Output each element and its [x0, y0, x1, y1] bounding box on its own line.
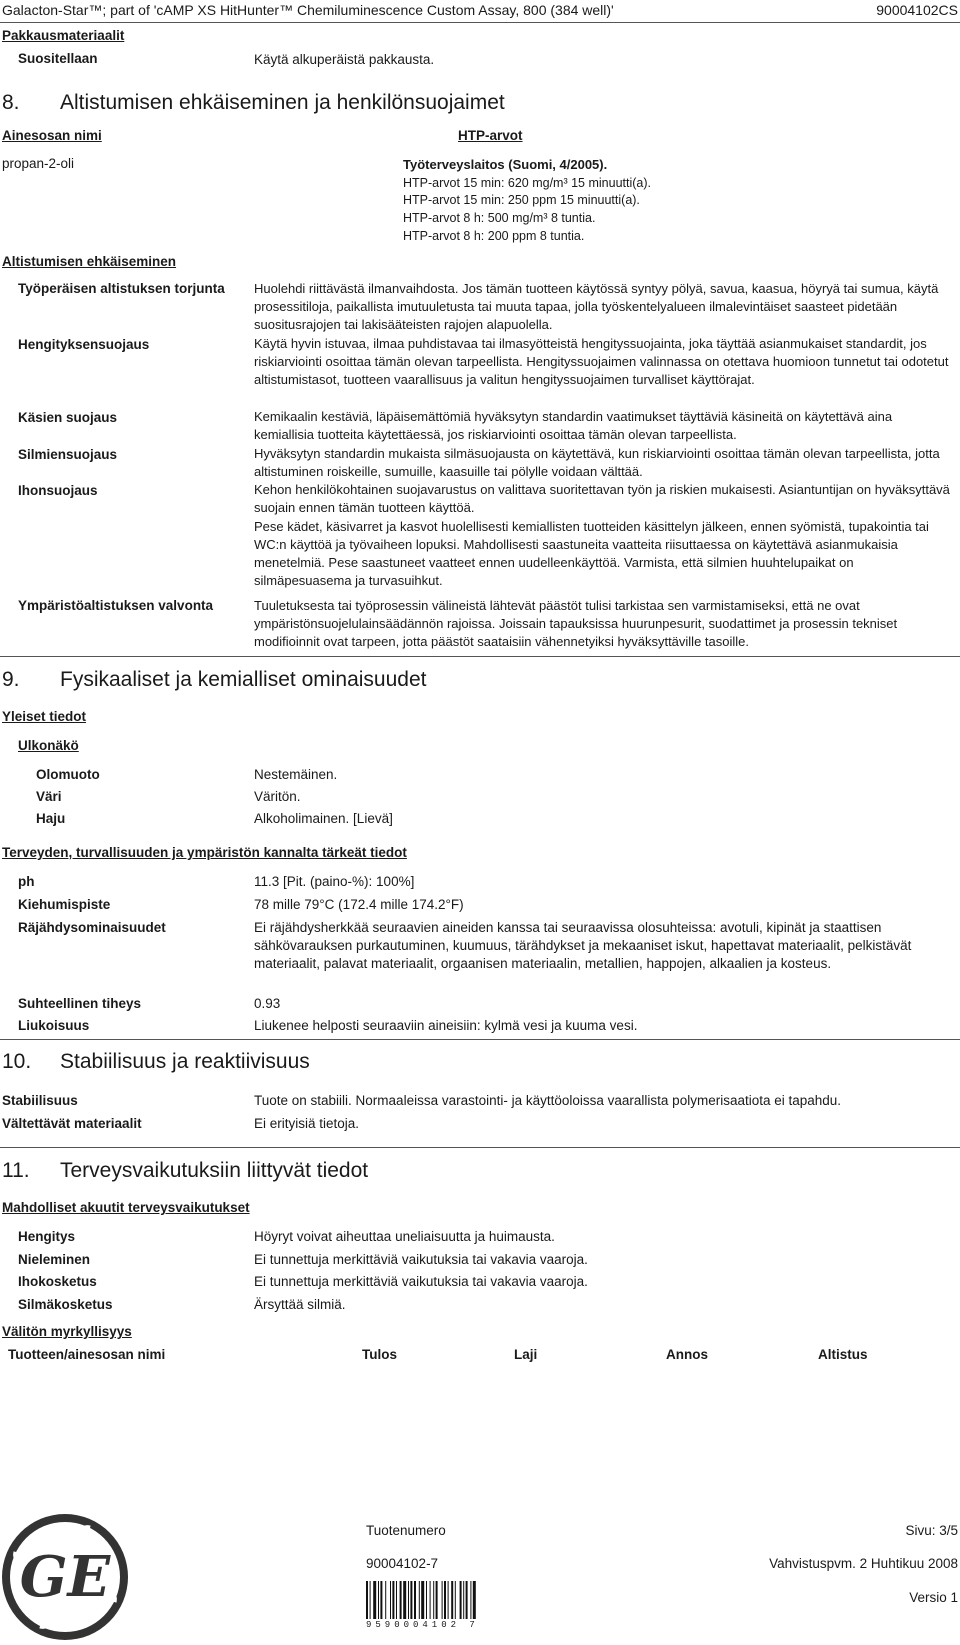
appearance-value: Väritön.	[254, 789, 301, 804]
acute-effects-heading: Mahdolliset akuutit terveysvaikutukset	[2, 1200, 250, 1215]
acute-value-eyes: Ärsyttää silmiä.	[254, 1297, 346, 1312]
packaging-value: Käytä alkuperäistä pakkausta.	[254, 52, 435, 67]
htp-line: HTP-arvot 8 h: 200 ppm 8 tuntia.	[403, 229, 585, 243]
table-header-exposure: Altistus	[818, 1347, 868, 1362]
ge-logo-text: GE	[19, 1544, 111, 1610]
section-8-title: Altistumisen ehkäiseminen ja henkilönsuojaimet	[60, 91, 505, 114]
property-value-ph: 11.3 [Pit. (paino-%): 100%]	[254, 874, 415, 889]
page-number: Sivu: 3/5	[905, 1523, 958, 1538]
acute-label-skin: Ihokosketus	[18, 1274, 97, 1289]
row-value-hands: Kemikaalin kestäviä, läpäisemättömiä hyväksytyn standardin vaatimukset täyttäviä käsineitä on käytettävä aina kemiallisia tuotteita käytettäessä, jos riskiarviointi osoittaa tämän olevan tarpeellista.	[254, 409, 893, 442]
table-header-species: Laji	[514, 1347, 538, 1362]
document-header-title: Galacton-Star™; part of 'cAMP XS HitHunter™ Chemiluminescence Custom Assay, 800 (384 well)'	[2, 2, 614, 18]
section-10-number: 10.	[2, 1050, 32, 1073]
row-value-respiratory: Käytä hyvin istuvaa, ilmaa puhdistavaa tai ilmasyötteistä hengityssuojainta, joka täyttää asianmukaiset standardit, jos riskiarviointi osoittaa tämän olevan tarpeellista. Hengityssuojaimen valinnassa on otettava huomioon tunnetut tai odotetut altistumistasot, tuotteen vaarallisuus ja valitun hengityssuojaimen turvalliset käyttörajat.	[254, 336, 949, 387]
table-header-dose: Annos	[666, 1347, 708, 1362]
appearance-label: Haju	[36, 811, 66, 826]
htp-column-header: HTP-arvot	[458, 128, 523, 143]
important-info-heading: Terveyden, turvallisuuden ja ympäristön kannalta tärkeät tiedot	[2, 845, 407, 860]
row-label-eyes: Silmiensuojaus	[18, 447, 118, 462]
packaging-label: Suositellaan	[18, 51, 98, 66]
section-11-title: Terveysvaikutuksiin liittyvät tiedot	[60, 1159, 369, 1182]
document-code: 90004102CS	[876, 2, 958, 18]
packaging-heading: Pakkausmateriaalit	[2, 28, 125, 43]
property-label-explosive: Räjähdysominaisuudet	[18, 920, 166, 935]
section-11-heading	[2, 1159, 368, 1183]
row-value-environmental: Tuuletuksesta tai työprosessin välineistä lähtevät päästöt tulisi tarkistaa sen varmistamiseksi, että ne ovat ympäristönsuojelulainsäädännön rajoissa. Joissain tapauksissa huurunpesurit, suodattimet ja prosessin tekniset modifioinnit ovat tarpeen, jotta päästöt saataisiin vähennetyiksi hyväksyttäville tasoille.	[254, 598, 898, 649]
section-9-title: Fysikaaliset ja kemialliset ominaisuudet	[60, 668, 427, 691]
property-label-solubility: Liukoisuus	[18, 1018, 90, 1033]
row-value-hygiene: Pese kädet, käsivarret ja kasvot huolellisesti kemiallisten tuotteiden käsittelyn jälkeen, ennen syömistä, tupakointia tai WC:n käyttöä ja työvaiheen lopuksi. Mahdollisesti saastuneita vaatteita riisuttaessa on käytettävä asianmukaisia menetelmiä. Pese saastuneet vaatteet ennen uudelleenkäyttöä. Varmista, että silmien huuhtelupaikat on silmäpesuasema ja turvasuihkut.	[254, 519, 929, 588]
exposure-heading: Altistumisen ehkäiseminen	[2, 254, 177, 269]
appearance-value: Nestemäinen.	[254, 767, 338, 782]
section-10-title: Stabiilisuus ja reaktiivisuus	[60, 1050, 310, 1073]
section-10-rule	[0, 1147, 960, 1148]
property-value-solubility: Liukenee helposti seuraaviin aineisiin: kylmä vesi ja kuuma vesi.	[254, 1018, 638, 1033]
ingredient-name: propan-2-oli	[2, 156, 75, 171]
barcode	[366, 1581, 506, 1619]
property-label-density: Suhteellinen tiheys	[18, 996, 142, 1011]
acute-value-inhalation: Höyryt voivat aiheuttaa uneliaisuutta ja huimausta.	[254, 1229, 555, 1244]
table-header-result: Tulos	[362, 1347, 397, 1362]
section-8-rule	[0, 656, 960, 657]
row-value-occupational: Huolehdi riittävästä ilmanvaihdosta. Jos tämän tuotteen käytössä syntyy pölyä, savua, kaasua, höyryä tai sumua, käytä prosessitiloja, paikallista imutuuletusta tai muuta tapaa, jolla työskentelyalueen ilmalevintäiset saasteet pidetään suositusrajojen tai lakisääteisten rajojen alapuolella.	[254, 281, 939, 332]
htp-line: HTP-arvot 8 h: 500 mg/m³ 8 tuntia.	[403, 211, 596, 225]
table-header-name: Tuotteen/ainesosan nimi	[8, 1347, 166, 1362]
section-9-number: 9.	[2, 668, 20, 691]
htp-line: HTP-arvot 15 min: 250 ppm 15 minuutti(a).	[403, 193, 640, 207]
property-value-density: 0.93	[254, 996, 281, 1011]
row-label-skin: Ihonsuojaus	[18, 483, 98, 498]
acute-label-inhalation: Hengitys	[18, 1229, 76, 1244]
general-info-heading: Yleiset tiedot	[2, 709, 87, 724]
property-value-boiling: 78 mille 79°C (172.4 mille 174.2°F)	[254, 897, 464, 912]
row-label-hands: Käsien suojaus	[18, 410, 118, 425]
row-label-respiratory: Hengityksensuojaus	[18, 337, 150, 352]
property-label-ph: ph	[18, 874, 35, 889]
validation-date: Vahvistuspvm. 2 Huhtikuu 2008	[769, 1556, 958, 1571]
avoid-materials-label: Vältettävät materiaalit	[2, 1116, 142, 1131]
toxicity-heading: Välitön myrkyllisyys	[2, 1324, 132, 1339]
acute-label-ingestion: Nieleminen	[18, 1252, 91, 1267]
section-8-heading	[2, 91, 505, 115]
section-9-heading	[2, 668, 427, 692]
barcode-digits: 9590004102 7	[366, 1620, 479, 1630]
product-number: 90004102-7	[366, 1556, 439, 1571]
htp-source: Työterveyslaitos (Suomi, 4/2005).	[403, 157, 608, 172]
ge-logo	[0, 1512, 130, 1642]
appearance-heading: Ulkonäkö	[18, 738, 79, 753]
appearance-value: Alkoholimainen. [Lievä]	[254, 811, 393, 826]
row-label-occupational: Työperäisen altistuksen torjunta	[18, 281, 225, 296]
htp-line: HTP-arvot 15 min: 620 mg/m³ 15 minuutti(a).	[403, 176, 651, 190]
acute-label-eyes: Silmäkosketus	[18, 1297, 113, 1312]
property-label-boiling: Kiehumispiste	[18, 897, 111, 912]
ingredient-column-header: Ainesosan nimi	[2, 128, 102, 143]
section-8-number: 8.	[2, 91, 20, 114]
acute-value-ingestion: Ei tunnettuja merkittäviä vaikutuksia tai vakavia vaaroja.	[254, 1252, 588, 1267]
section-10-heading	[2, 1050, 310, 1074]
appearance-label: Väri	[36, 789, 62, 804]
version: Versio 1	[909, 1590, 958, 1605]
section-9-rule	[0, 1039, 960, 1040]
section-11-number: 11.	[2, 1159, 30, 1182]
property-value-explosive: Ei räjähdysherkkää seuraavien aineiden kanssa tai seuraavissa olosuhteissa: avotuli, kipinät ja staattisen sähkövarauksen purkautuminen, kuumuus, tärähdykset ja mekaaniset iskut, hapettavat materiaalit, pelkistävät materiaalit, palavat materiaalit, orgaanisen materiaalin, metallien, happojen, alkaalien ja kosteus.	[254, 920, 912, 971]
stability-value: Tuote on stabiili. Normaaleissa varastointi- ja käyttöoloissa vaarallista polymerisaatiota ei tapahdu.	[254, 1093, 842, 1108]
header-rule	[0, 22, 960, 23]
stability-label: Stabiilisuus	[2, 1093, 78, 1108]
appearance-label: Olomuoto	[36, 767, 100, 782]
avoid-materials-value: Ei erityisiä tietoja.	[254, 1116, 360, 1131]
acute-value-skin: Ei tunnettuja merkittäviä vaikutuksia tai vakavia vaaroja.	[254, 1274, 588, 1289]
row-value-eyes: Hyväksytyn standardin mukaista silmäsuojausta on käytettävä, kun riskiarviointi osoittaa tämän olevan tarpeellista, jotta altistuminen roiskeille, sumuille, kaasuille tai pölylle voidaan välttää.	[254, 446, 940, 479]
row-value-skin: Kehon henkilökohtainen suojavarustus on valittava suoritettavan työn ja riskien mukaisesti. Asiantuntijan on hyväksyttävä suojain ennen tämän tuotteen käyttöä.	[254, 482, 950, 515]
product-number-label: Tuotenumero	[366, 1523, 446, 1538]
row-label-environmental: Ympäristöaltistuksen valvonta	[18, 598, 214, 613]
